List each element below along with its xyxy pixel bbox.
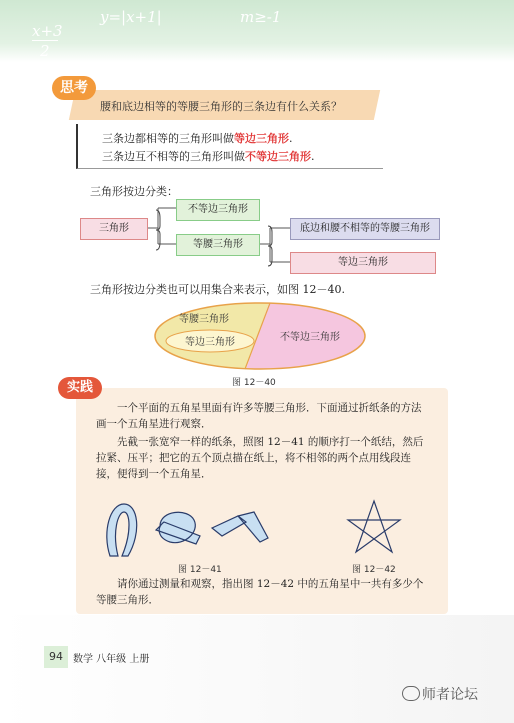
set-label-equilateral: 等边三角形 xyxy=(185,337,235,348)
answer-2-prefix: 三条边互不相等的三角形叫做 xyxy=(102,150,245,163)
think-title-badge: 思考 xyxy=(52,76,96,100)
set-diagram xyxy=(150,300,370,372)
think-question: 腰和底边相等的等腰三角形的三条边有什么关系？ xyxy=(100,100,342,113)
answer-1-prefix: 三条边都相等的三角形叫做 xyxy=(102,132,234,145)
practice-paragraph-3: 请你通过测量和观察，指出图 12－42 中的五角星中一共有多少个等腰三角形． xyxy=(96,578,424,606)
term-equilateral: 等边三角形 xyxy=(234,132,289,145)
figure-12-41-caption: 图 12－41 xyxy=(178,565,222,575)
node-iso-non-equal: 底边和腰不相等的等腰三角形 xyxy=(290,218,440,240)
set-label-scalene: 不等边三角形 xyxy=(280,332,340,343)
classification-intro: 三角形按边分类： xyxy=(90,185,178,198)
figure-12-40-caption: 图 12－40 xyxy=(232,378,276,388)
practice-paragraph-1: 一个平面的五角星里面有许多等腰三角形．下面通过折纸条的方法画一个五角星进行观察． xyxy=(96,402,422,430)
header-formula-numerator: x+3 xyxy=(32,22,63,40)
knot-step-1 xyxy=(107,504,137,556)
wechat-icon xyxy=(402,686,420,701)
knot-step-3 xyxy=(212,512,268,542)
connector-isosceles xyxy=(258,228,290,262)
figure-12-41 xyxy=(96,498,286,560)
answer-2-suffix: . xyxy=(311,150,315,163)
connector-root xyxy=(148,208,176,244)
book-title: 数学 八年级 上册 xyxy=(73,654,150,665)
header-formula-abs: y=|x+1| xyxy=(100,8,162,26)
node-equilateral: 等边三角形 xyxy=(290,252,436,274)
practice-title-badge: 实践 xyxy=(58,377,102,399)
figure-12-42-caption: 图 12－42 xyxy=(352,565,396,575)
watermark: 师者论坛 xyxy=(422,687,478,703)
set-diagram-intro: 三角形按边分类也可以用集合来表示，如图 12－40. xyxy=(90,283,345,296)
set-label-isosceles: 等腰三角形 xyxy=(179,314,229,325)
practice-panel xyxy=(76,388,448,614)
header-formula-inequality: m≥-1 xyxy=(240,8,282,26)
page-number: 94 xyxy=(44,646,68,668)
header-formula-denominator: 2 xyxy=(40,42,50,60)
node-triangle: 三角形 xyxy=(80,218,148,240)
term-scalene: 不等边三角形 xyxy=(245,150,311,163)
practice-paragraph-2: 先截一张宽窄一样的纸条，照图 12－41 的顺序打一个纸结，然后拉紧、压平；把它的五个顶点描在纸上，将不相邻的两个点用线段连接，便得到一个五角星． xyxy=(96,436,424,480)
figure-12-42-star xyxy=(344,498,404,556)
knot-step-2 xyxy=(156,512,200,544)
node-isosceles: 等腰三角形 xyxy=(176,234,260,256)
node-scalene: 不等边三角形 xyxy=(176,199,260,221)
footer-band xyxy=(0,615,514,723)
answer-1-suffix: . xyxy=(289,132,293,145)
